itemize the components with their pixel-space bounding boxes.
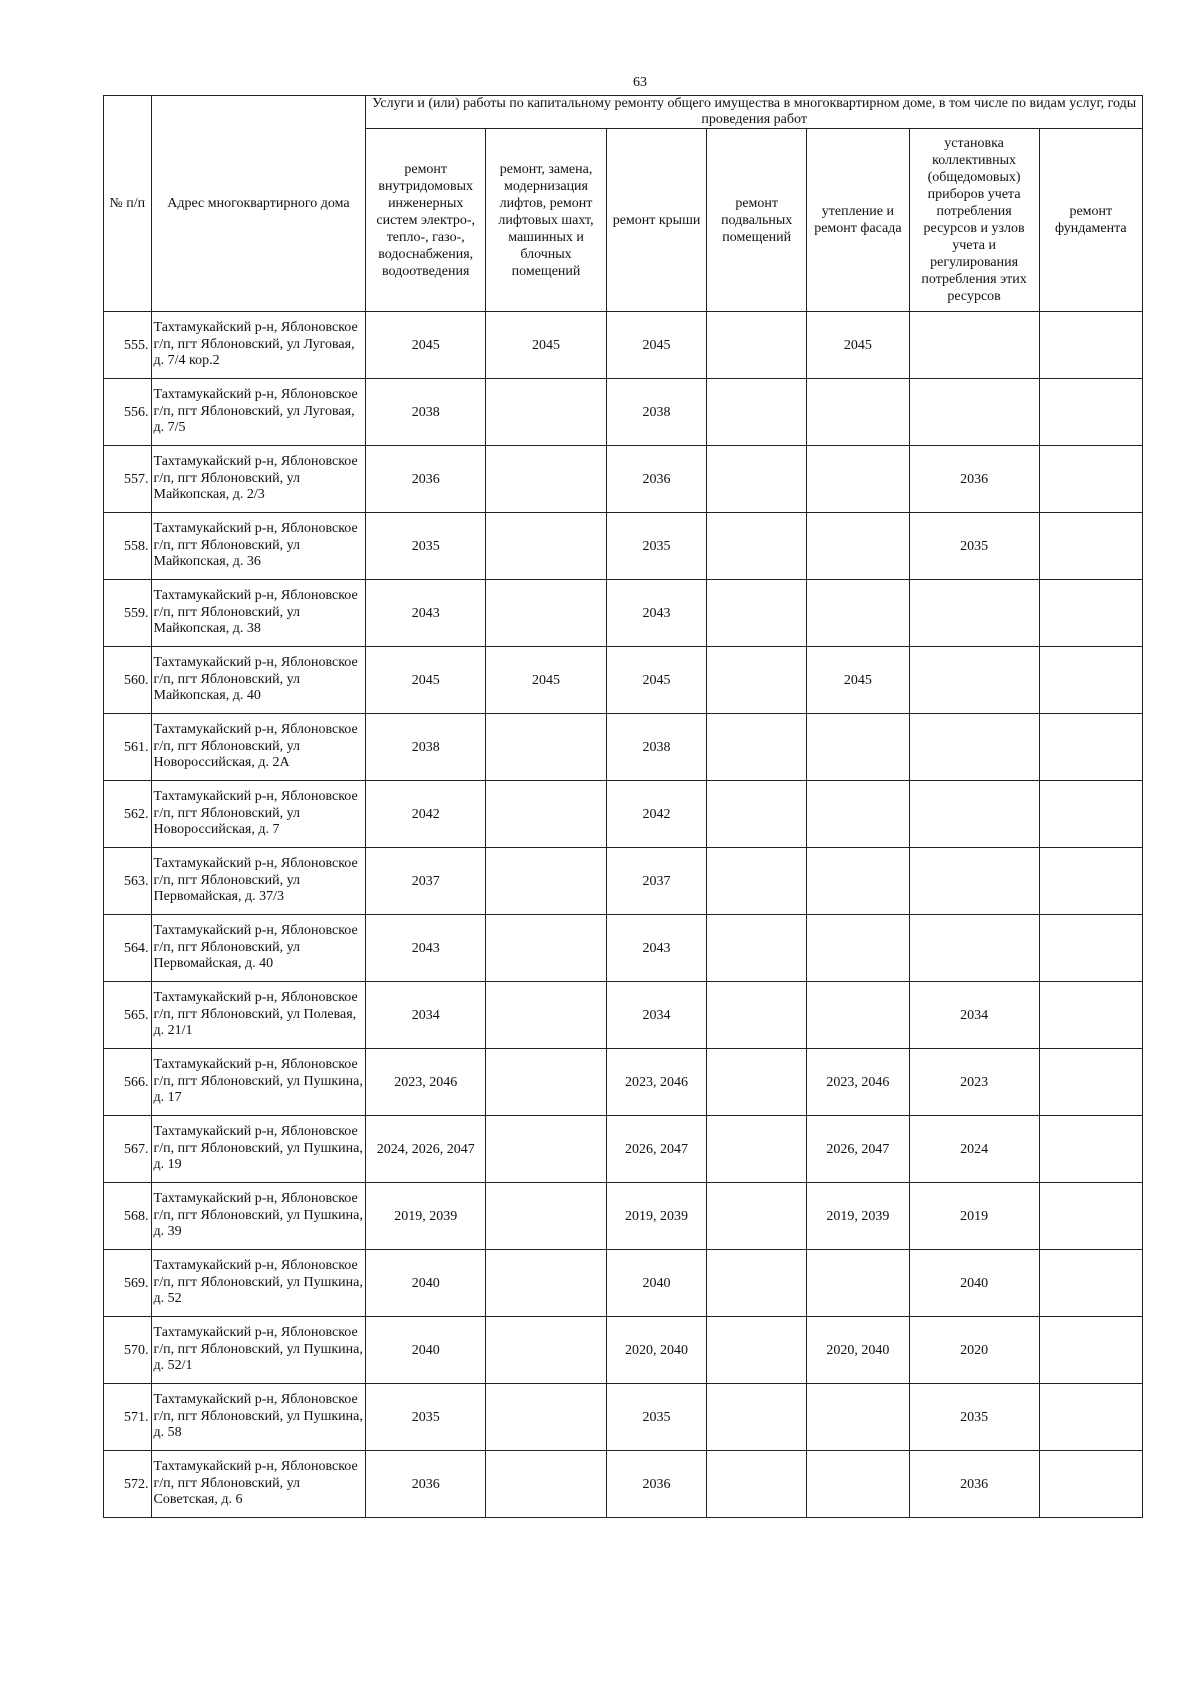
year-cell: 2034: [366, 982, 486, 1049]
row-number: 555.: [104, 312, 152, 379]
year-cell: [807, 781, 909, 848]
year-cell: 2019, 2039: [807, 1183, 909, 1250]
year-cell: [1039, 1116, 1142, 1183]
year-cell: [909, 379, 1039, 446]
year-cell: 2024, 2026, 2047: [366, 1116, 486, 1183]
year-cell: [1039, 647, 1142, 714]
address-cell: Тахтамукайский р-н, Яблоновское г/п, пгт Яблоновский, ул Полевая, д. 21/1: [151, 982, 366, 1049]
year-cell: [707, 848, 807, 915]
year-cell: [707, 1116, 807, 1183]
table-row: [104, 848, 1143, 915]
year-cell: [1039, 580, 1142, 647]
year-cell: 2026, 2047: [606, 1116, 706, 1183]
address-cell: Тахтамукайский р-н, Яблоновское г/п, пгт Яблоновский, ул Майкопская, д. 2/3: [151, 446, 366, 513]
year-cell: [807, 513, 909, 580]
year-cell: [807, 915, 909, 982]
year-cell: [486, 1183, 607, 1250]
year-cell: 2023, 2046: [807, 1049, 909, 1116]
address-cell: Тахтамукайский р-н, Яблоновское г/п, пгт Яблоновский, ул Пушкина, д. 39: [151, 1183, 366, 1250]
year-cell: 2043: [366, 580, 486, 647]
year-cell: 2034: [606, 982, 706, 1049]
year-cell: 2038: [606, 379, 706, 446]
column-header: ремонт фундамента: [1039, 129, 1142, 312]
row-number: 564.: [104, 915, 152, 982]
year-cell: [486, 915, 607, 982]
year-cell: 2035: [909, 513, 1039, 580]
table-row: [104, 1317, 1143, 1384]
year-cell: 2045: [807, 647, 909, 714]
year-cell: [909, 647, 1039, 714]
header-services: Услуги и (или) работы по капитальному ремонту общего имущества в многоквартирном доме, в том числе по видам услуг, годы проведения работ: [366, 96, 1143, 129]
column-header: ремонт внутридомовых инженерных систем электро-, тепло-, газо-, водоснабжения, водоотведения: [366, 129, 486, 312]
year-cell: [1039, 379, 1142, 446]
table-row: [104, 781, 1143, 848]
row-number: 572.: [104, 1451, 152, 1518]
year-cell: [807, 1384, 909, 1451]
year-cell: 2035: [909, 1384, 1039, 1451]
year-cell: 2043: [606, 915, 706, 982]
year-cell: 2036: [366, 1451, 486, 1518]
table-row: [104, 513, 1143, 580]
year-cell: 2036: [366, 446, 486, 513]
year-cell: 2023, 2046: [606, 1049, 706, 1116]
year-cell: [707, 1183, 807, 1250]
table-row: [104, 647, 1143, 714]
address-cell: Тахтамукайский р-н, Яблоновское г/п, пгт Яблоновский, ул Пушкина, д. 52/1: [151, 1317, 366, 1384]
year-cell: 2035: [366, 1384, 486, 1451]
table-row: [104, 1451, 1143, 1518]
year-cell: [807, 982, 909, 1049]
table-row: [104, 1384, 1143, 1451]
page-number: 63: [633, 75, 647, 90]
year-cell: [807, 446, 909, 513]
row-number: 560.: [104, 647, 152, 714]
table-row: [104, 1116, 1143, 1183]
year-cell: [486, 848, 607, 915]
year-cell: [486, 580, 607, 647]
year-cell: 2038: [366, 714, 486, 781]
address-cell: Тахтамукайский р-н, Яблоновское г/п, пгт Яблоновский, ул Советская, д. 6: [151, 1451, 366, 1518]
table-row: [104, 379, 1143, 446]
address-cell: Тахтамукайский р-н, Яблоновское г/п, пгт Яблоновский, ул Луговая, д. 7/5: [151, 379, 366, 446]
year-cell: [707, 446, 807, 513]
year-cell: [807, 714, 909, 781]
year-cell: [909, 848, 1039, 915]
year-cell: [807, 1250, 909, 1317]
year-cell: [1039, 1183, 1142, 1250]
year-cell: 2035: [606, 1384, 706, 1451]
year-cell: [1039, 446, 1142, 513]
row-number: 570.: [104, 1317, 152, 1384]
year-cell: [707, 781, 807, 848]
year-cell: 2026, 2047: [807, 1116, 909, 1183]
year-cell: 2037: [606, 848, 706, 915]
table-row: [104, 312, 1143, 379]
year-cell: 2020, 2040: [807, 1317, 909, 1384]
year-cell: [486, 1250, 607, 1317]
year-cell: [1039, 781, 1142, 848]
year-cell: 2019: [909, 1183, 1039, 1250]
year-cell: 2040: [909, 1250, 1039, 1317]
year-cell: 2042: [366, 781, 486, 848]
year-cell: 2035: [366, 513, 486, 580]
row-number: 563.: [104, 848, 152, 915]
year-cell: 2045: [807, 312, 909, 379]
address-cell: Тахтамукайский р-н, Яблоновское г/п, пгт Яблоновский, ул Майкопская, д. 36: [151, 513, 366, 580]
year-cell: 2023, 2046: [366, 1049, 486, 1116]
address-cell: Тахтамукайский р-н, Яблоновское г/п, пгт Яблоновский, ул Пушкина, д. 52: [151, 1250, 366, 1317]
year-cell: [707, 915, 807, 982]
row-number: 556.: [104, 379, 152, 446]
address-cell: Тахтамукайский р-н, Яблоновское г/п, пгт Яблоновский, ул Пушкина, д. 19: [151, 1116, 366, 1183]
row-number: 568.: [104, 1183, 152, 1250]
row-number: 565.: [104, 982, 152, 1049]
table-row: [104, 446, 1143, 513]
year-cell: [707, 1384, 807, 1451]
year-cell: 2037: [366, 848, 486, 915]
capital-repair-table: [103, 95, 1143, 1518]
year-cell: 2034: [909, 982, 1039, 1049]
year-cell: 2045: [486, 312, 607, 379]
year-cell: [707, 647, 807, 714]
year-cell: 2042: [606, 781, 706, 848]
year-cell: [486, 1384, 607, 1451]
year-cell: 2045: [606, 647, 706, 714]
year-cell: [486, 446, 607, 513]
column-header: установка коллективных (общедомовых) приборов учета потребления ресурсов и узлов учета и регулирования потребления этих ресурсов: [909, 129, 1039, 312]
row-number: 558.: [104, 513, 152, 580]
table-row: [104, 1183, 1143, 1250]
column-header: ремонт подвальных помещений: [707, 129, 807, 312]
row-number: 562.: [104, 781, 152, 848]
header-num: № п/п: [104, 96, 152, 312]
year-cell: [1039, 1384, 1142, 1451]
table-row: [104, 1049, 1143, 1116]
year-cell: [1039, 714, 1142, 781]
year-cell: [707, 379, 807, 446]
address-cell: Тахтамукайский р-н, Яблоновское г/п, пгт Яблоновский, ул Майкопская, д. 38: [151, 580, 366, 647]
year-cell: 2035: [606, 513, 706, 580]
year-cell: [486, 781, 607, 848]
year-cell: [1039, 312, 1142, 379]
year-cell: [707, 1250, 807, 1317]
year-cell: [707, 513, 807, 580]
address-cell: Тахтамукайский р-н, Яблоновское г/п, пгт Яблоновский, ул Луговая, д. 7/4 кор.2: [151, 312, 366, 379]
address-cell: Тахтамукайский р-н, Яблоновское г/п, пгт Яблоновский, ул Новороссийская, д. 7: [151, 781, 366, 848]
year-cell: 2045: [606, 312, 706, 379]
year-cell: [707, 714, 807, 781]
year-cell: 2019, 2039: [366, 1183, 486, 1250]
year-cell: [1039, 1250, 1142, 1317]
year-cell: 2043: [366, 915, 486, 982]
year-cell: [1039, 1317, 1142, 1384]
year-cell: [486, 1451, 607, 1518]
year-cell: [807, 848, 909, 915]
year-cell: [486, 379, 607, 446]
row-number: 566.: [104, 1049, 152, 1116]
row-number: 557.: [104, 446, 152, 513]
year-cell: [1039, 1049, 1142, 1116]
address-cell: Тахтамукайский р-н, Яблоновское г/п, пгт Яблоновский, ул Новороссийская, д. 2А: [151, 714, 366, 781]
table-body: [104, 312, 1143, 1518]
year-cell: [909, 580, 1039, 647]
row-number: 567.: [104, 1116, 152, 1183]
year-cell: 2043: [606, 580, 706, 647]
address-cell: Тахтамукайский р-н, Яблоновское г/п, пгт Яблоновский, ул Первомайская, д. 40: [151, 915, 366, 982]
year-cell: [1039, 915, 1142, 982]
row-number: 569.: [104, 1250, 152, 1317]
year-cell: [707, 580, 807, 647]
year-cell: [1039, 1451, 1142, 1518]
table-row: [104, 714, 1143, 781]
year-cell: [909, 714, 1039, 781]
address-cell: Тахтамукайский р-н, Яблоновское г/п, пгт Яблоновский, ул Первомайская, д. 37/3: [151, 848, 366, 915]
year-cell: [707, 1317, 807, 1384]
year-cell: 2040: [606, 1250, 706, 1317]
year-cell: 2036: [909, 446, 1039, 513]
year-cell: 2038: [606, 714, 706, 781]
year-cell: 2045: [366, 647, 486, 714]
year-cell: 2045: [486, 647, 607, 714]
year-cell: [1039, 848, 1142, 915]
year-cell: [486, 1049, 607, 1116]
row-number: 559.: [104, 580, 152, 647]
year-cell: [1039, 513, 1142, 580]
year-cell: 2024: [909, 1116, 1039, 1183]
year-cell: 2020: [909, 1317, 1039, 1384]
year-cell: 2036: [909, 1451, 1039, 1518]
year-cell: [486, 714, 607, 781]
column-header: утепление и ремонт фасада: [807, 129, 909, 312]
year-cell: [486, 1317, 607, 1384]
address-cell: Тахтамукайский р-н, Яблоновское г/п, пгт Яблоновский, ул Пушкина, д. 58: [151, 1384, 366, 1451]
year-cell: 2036: [606, 446, 706, 513]
year-cell: 2036: [606, 1451, 706, 1518]
row-number: 561.: [104, 714, 152, 781]
year-cell: [486, 982, 607, 1049]
header-address: Адрес многоквартирного дома: [151, 96, 366, 312]
year-cell: [707, 1049, 807, 1116]
year-cell: 2040: [366, 1317, 486, 1384]
year-cell: [909, 312, 1039, 379]
row-number: 571.: [104, 1384, 152, 1451]
year-cell: 2023: [909, 1049, 1039, 1116]
year-cell: [807, 379, 909, 446]
address-cell: Тахтамукайский р-н, Яблоновское г/п, пгт Яблоновский, ул Пушкина, д. 17: [151, 1049, 366, 1116]
year-cell: 2020, 2040: [606, 1317, 706, 1384]
year-cell: [909, 915, 1039, 982]
column-header: ремонт, замена, модернизация лифтов, ремонт лифтовых шахт, машинных и блочных помещений: [486, 129, 607, 312]
year-cell: [707, 982, 807, 1049]
year-cell: [1039, 982, 1142, 1049]
year-cell: 2045: [366, 312, 486, 379]
year-cell: 2040: [366, 1250, 486, 1317]
table-row: [104, 982, 1143, 1049]
year-cell: 2038: [366, 379, 486, 446]
table-row: [104, 915, 1143, 982]
address-cell: Тахтамукайский р-н, Яблоновское г/п, пгт Яблоновский, ул Майкопская, д. 40: [151, 647, 366, 714]
year-cell: 2019, 2039: [606, 1183, 706, 1250]
year-cell: [486, 1116, 607, 1183]
year-cell: [909, 781, 1039, 848]
table-row: [104, 1250, 1143, 1317]
column-header: ремонт крыши: [606, 129, 706, 312]
year-cell: [807, 580, 909, 647]
year-cell: [707, 312, 807, 379]
year-cell: [486, 513, 607, 580]
table-row: [104, 580, 1143, 647]
year-cell: [807, 1451, 909, 1518]
year-cell: [707, 1451, 807, 1518]
